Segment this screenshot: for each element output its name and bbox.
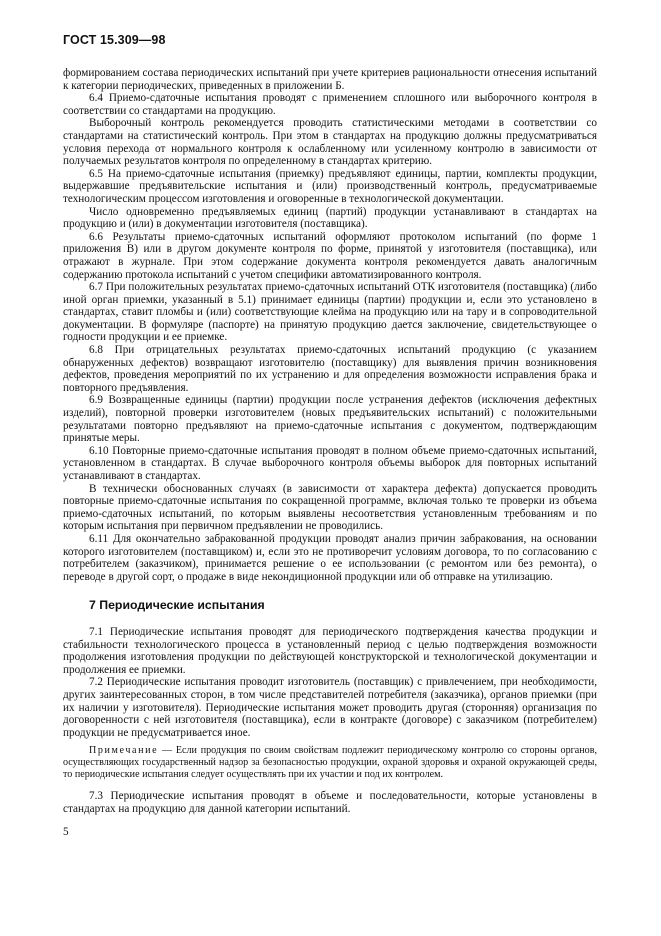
note-label: Примечание (89, 745, 159, 757)
note-text: — Если продукция по своим свойствам подлежит периодическому контролю со стороны органов, осуществляющих государственный надзор за безопасностью продукции, охраной здоровья и охраной окружающей среды, то периодические испытания следует осуществлять при их участии и под их контролем. (63, 745, 597, 781)
paragraph: В технически обоснованных случаях (в зависимости от характера дефекта) допускается проводить повторные приемо-сдаточные испытания по сокращенной программе, включая только те проверки из объема приемо-сдаточных испытаний, по которым выявлены несоответствия установленным требованиям и по которым испытания при первичном предъявлении не проводились. (63, 482, 597, 533)
paragraph: 6.6 Результаты приемо-сдаточных испытаний оформляют протоколом испытаний (по форме 1 приложения В) или в другом документе контроля по форме, принятой у изготовителя (поставщика), или отражают в журнале. При этом содержание документа контроля рекомендуется давать аналогичным содержанию протокола испытаний с учетом специфики автоматизированного контроля. (63, 230, 597, 281)
paragraph: 6.8 При отрицательных результатах приемо-сдаточных испытаний продукцию (с указанием обнаруженных дефектов) возвращают изготовителю (поставщику) для выявления причин возникновения дефектов, проведения мероприятий по их устранению и для определения возможности исправления брака и повторного предъявления. (63, 344, 597, 394)
document-code-header: ГОСТ 15.309—98 (63, 33, 166, 47)
note-block (63, 745, 597, 781)
paragraph: 7.2 Периодические испытания проводит изготовитель (поставщик) с привлечением, при необходимости, других заинтересованных сторон, в том числе представителей потребителя (заказчика), органов приемки (при их наличии у изготовителя). Периодические испытания может проводить другая (сторонняя) организация по договоренности с ней изготовителя (поставщика), если в контракте (договоре) с заказчиком (потребителем) продукции не предусматривается иное. (63, 676, 597, 739)
paragraph: 7.1 Периодические испытания проводят для периодического подтверждения качества продукции и стабильности технологического процесса в установленный период с целью подтверждения возможности продолжения изготовления продукции по действующей конструкторской и технологической документации и продолжения ее приемки. (63, 625, 597, 676)
paragraph: формированием состава периодических испытаний при учете критериев рациональности отнесения испытаний к категории периодических, приведенных в приложении Б. (63, 67, 597, 92)
section-heading: 7 Периодические испытания (89, 598, 265, 613)
paragraph: 6.4 Приемо-сдаточные испытания проводят с применением сплошного или выборочного контроля в соответствии со стандартами на продукцию. (63, 92, 597, 117)
paragraph: 6.11 Для окончательно забракованной продукции проводят анализ причин забракования, на основании которого изготовителем (поставщиком) и, если это не противоречит условиям договора, то по согласованию с потребителем (заказчиком), принимается решение о ее использовании (с ремонтом или без ремонта), о переводе в другой сорт, о продаже в виде некондиционной продукции или об отправке на утилизацию. (63, 532, 597, 583)
paragraph: 6.5 На приемо-сдаточные испытания (приемку) предъявляют единицы, партии, комплекты продукции, выдержавшие предъявительские испытания и (или) производственный контроль, предусматриваемые технологическим процессом изготовления и оговоренные в технологической документации. (63, 167, 597, 205)
page-body (63, 67, 597, 815)
paragraph: 7.3 Периодические испытания проводят в объеме и последовательности, которые установлены в стандартах на продукцию для данной категории испытаний. (63, 790, 597, 815)
paragraph: 6.10 Повторные приемо-сдаточные испытания проводят в полном объеме приемо-сдаточных испытаний, установленном в стандартах. В случае выборочного контроля объемы выборок для повторных испытаний устанавливают в стандартах. (63, 444, 597, 482)
paragraph: Число одновременно предъявляемых единиц (партий) продукции устанавливают в стандартах на продукцию и (или) в документации изготовителя (поставщика). (63, 205, 597, 231)
page-number: 5 (63, 826, 69, 838)
paragraph: 6.7 При положительных результатах приемо-сдаточных испытаний ОТК изготовителя (поставщика) (либо иной орган приемки, указанный в 5.1) принимает единицы (партии) продукции и, если это установлено в стандартах, ставит пломбы и (или) соответствующие клейма на продукцию или на тару и в сопроводительной документации. В формуляре (паспорте) на принятую продукцию дается заключение, свидетельствующее о годности продукции и ее приемке. (63, 281, 597, 344)
paragraph: Выборочный контроль рекомендуется проводить статистическими методами в соответствии со стандартами на статистический контроль. При этом в стандартах на продукцию должны предусматриваться условия перехода от нормального контроля к ослабленному или усиленному контролю в зависимости от получаемых результатов контроля по определенному в стандартах критерию. (63, 117, 597, 168)
paragraph: 6.9 Возвращенные единицы (партии) продукции после устранения дефектов (исключения дефектных изделий), повторной проверки изготовителем (новых предъявительских испытаний) с положительными результатами повторно предъявляют на приемо-сдаточные испытания с документом, подтверждающим принятые меры. (63, 394, 597, 445)
